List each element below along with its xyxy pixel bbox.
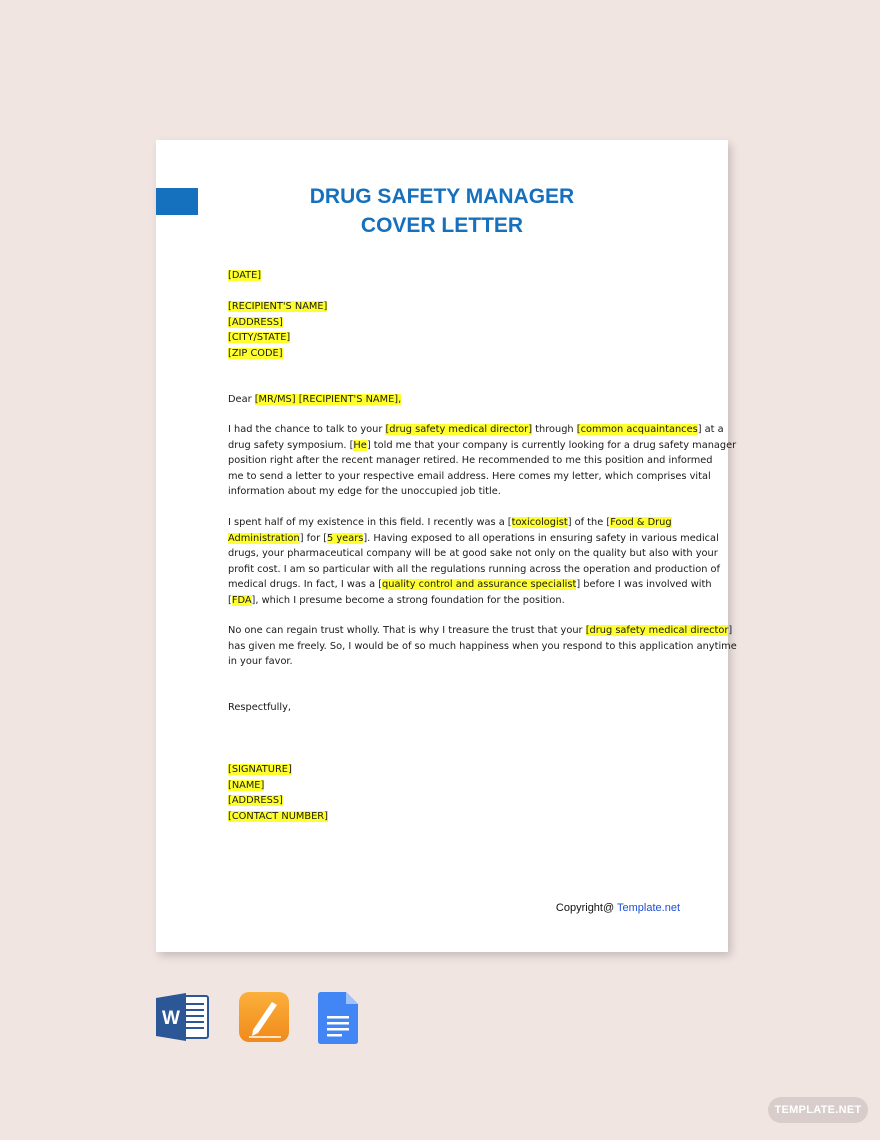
address-placeholder: [ADDRESS] — [228, 795, 283, 806]
svg-text:W: W — [162, 1008, 180, 1029]
title-line-2: COVER LETTER — [360, 214, 524, 237]
copyright-notice: Copyright@ Template.net — [555, 902, 680, 914]
date-placeholder: [DATE] — [228, 270, 262, 281]
document-title — [156, 182, 728, 240]
salutation: Dear [MR/MS] [RECIPIENT'S NAME], — [228, 394, 402, 405]
recipient-block — [228, 299, 680, 361]
word-icon[interactable] — [156, 992, 210, 1042]
paragraph-2: I spent half of my existence in this field. I recently was a [toxicologist] of the [Food & Drug Administration] for [5 years]. Having exposed to all operations in ensuring safety in various medical drugs, your pharmaceutical company will be at good sake not only on the quality but also with your profit cost. I am so particular with all the regulations running across the operation and production of medical drugs. In fact, I was a [quality control and assurance specialist] before I was involved with [FDA], which I presume become a strong foundation for the position. — [228, 517, 720, 606]
recipient-name: [RECIPIENT'S NAME] — [228, 301, 328, 312]
signature-block — [228, 762, 680, 824]
closing: Respectfully, — [228, 702, 291, 713]
title-line-1: DRUG SAFETY MANAGER — [309, 185, 575, 208]
docs-icon[interactable] — [318, 992, 358, 1044]
paragraph-1: I had the chance to talk to your [drug safety medical director] through [common acquaintances] at a drug safety symposium. [He] told me that your company is currently looking for a drug safety manager position right after the recent manager retired. He recommended to me this position and informed me to send a letter to your respective email address. Here comes my letter, which comprises vital information about my edge for the unoccupied job title. — [228, 424, 737, 497]
recipient-address: [ADDRESS] — [228, 316, 283, 328]
paragraph-3: No one can regain trust wholly. That is why I treasure the trust that your [drug safety medical director] has given me freely. So, I would be of so much happiness when you respond to this application anytime in your favor. — [228, 625, 737, 667]
name-placeholder: [NAME] — [228, 779, 265, 791]
contact-number-placeholder: [CONTACT NUMBER] — [228, 810, 328, 822]
recipient-city-state: [CITY/STATE] — [228, 332, 291, 343]
document-page — [156, 140, 737, 952]
recipient-zip: [ZIP CODE] — [228, 347, 283, 359]
template-net-link[interactable]: Template.net — [617, 902, 680, 914]
pages-icon[interactable] — [239, 992, 289, 1042]
template-net-badge[interactable]: TEMPLATE.NET — [768, 1097, 868, 1123]
signature-placeholder: [SIGNATURE] — [228, 764, 292, 775]
